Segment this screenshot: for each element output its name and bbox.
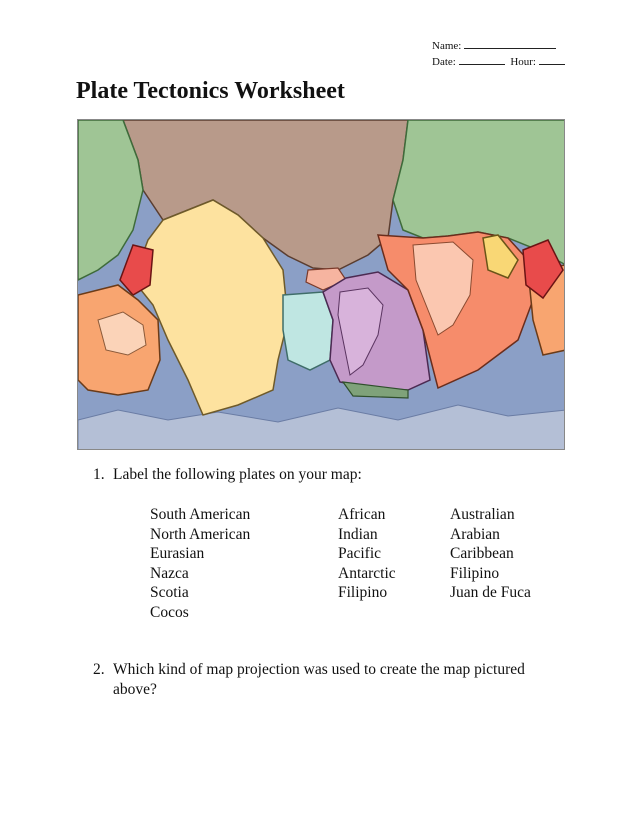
date-field[interactable] [459,54,505,65]
plate-name: Filipino [338,584,388,602]
question-2 [93,660,533,700]
plate-name: African [338,506,386,523]
nazca-plate [283,292,333,370]
plate-name: South American [150,506,251,523]
plate-name: Eurasian [150,545,205,563]
hour-label: Hour: [510,56,536,68]
plate-name: Antarctic [338,564,396,582]
hour-field[interactable] [539,54,565,65]
plate-map-image [78,120,565,450]
name-label: Name: [432,40,462,52]
plate-name: Cocos [150,603,189,621]
date-label: Date: [432,56,456,68]
date-hour-row [432,54,565,70]
question-1 [93,465,533,485]
plate-column-1 [150,505,250,623]
plate-name: Juan de Fuca [450,584,531,602]
question-2-text: Which kind of map projection was used to create the map pictured above? [113,661,525,698]
plate-name: Nazca [150,564,189,582]
plate-map [77,119,565,450]
page-title: Plate Tectonics Worksheet [76,78,345,104]
plate-name: Indian [338,525,378,543]
plate-name: Scotia [150,584,189,602]
question-1-number: 1. [93,466,105,483]
header-fields [432,38,565,70]
name-field[interactable] [464,38,556,49]
question-2-number: 2. [93,661,105,678]
name-row [432,38,565,54]
plate-name: Pacific [338,545,382,563]
question-1-text: Label the following plates on your map: [113,466,362,483]
plate-name: Filipino [450,564,500,582]
plate-column-2 [338,505,396,603]
plate-name: North American [150,525,251,543]
plate-name: Australian [450,506,515,523]
plate-column-3 [450,505,531,603]
plate-name: Caribbean [450,545,514,563]
plate-name: Arabian [450,525,500,543]
